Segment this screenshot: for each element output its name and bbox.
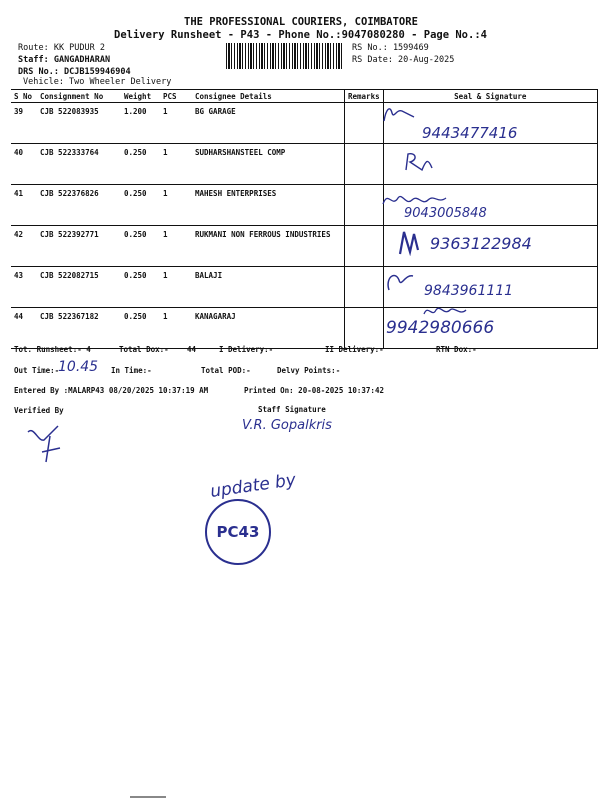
cell-consignment: CJB 522333764 [37,144,121,185]
stamp-text: PC43 [216,523,260,541]
cell-consignee: KANAGARAJ [192,308,345,349]
barcode [226,43,344,69]
table-row [11,185,598,226]
cell-remarks [345,144,384,185]
cell-weight: 0.250 [121,308,160,349]
verified-by-label: Verified By [14,406,64,415]
cell-consignment: CJB 522392771 [37,226,121,267]
pc43-stamp [205,499,271,565]
cell-weight: 0.250 [121,226,160,267]
i-delivery-label: I Delivery:- [219,345,274,354]
handwritten-phone-42: 9363122984 [430,234,532,253]
cell-consignment: CJB 522376826 [37,185,121,226]
rs-date: RS Date: 20-Aug-2025 [352,55,455,65]
handwritten-out-time: 10.45 [58,359,99,375]
cell-pcs: 1 [160,267,192,308]
page-bottom-mark [130,796,166,798]
cell-pcs: 1 [160,144,192,185]
ii-delivery-label: II Delivery:- [325,345,384,354]
table-row [11,308,598,349]
col-consignee: Consignee Details [192,90,345,103]
cell-weight: 0.250 [121,267,160,308]
cell-consignee: BALAJI [192,267,345,308]
out-time-label: Out Time:- [14,366,60,375]
cell-pcs: 1 [160,226,192,267]
table-row [11,144,598,185]
signature-39 [380,103,420,125]
cell-consignment: CJB 522082715 [37,267,121,308]
route-label: Route: KK PUDUR 2 [18,43,105,53]
drs-number: DRS No.: DCJB159946904 [18,67,131,77]
handwritten-phone-39: 9443477416 [422,124,518,142]
cell-sno: 43 [11,267,37,308]
cell-consignee: MAHESH ENTERPRISES [192,185,345,226]
staff-line [18,55,110,65]
cell-weight: 0.250 [121,144,160,185]
cell-remarks [345,308,384,349]
signature-40 [402,150,438,174]
cell-consignee: BG GARAGE [192,103,345,144]
col-remarks: Remarks [345,90,384,103]
company-title: THE PROFESSIONAL COURIERS, COIMBATORE [184,16,418,28]
rs-number: RS No.: 1599469 [352,43,429,53]
cell-pcs: 1 [160,185,192,226]
cell-pcs: 1 [160,103,192,144]
col-sno: S No [11,90,37,103]
total-dox-value: 44 [187,345,197,354]
total-pod-label: Total POD:- [201,366,251,375]
cell-consignee: SUDHARSHANSTEEL COMP [192,144,345,185]
total-dox-label: Total Dox:- [119,345,169,354]
handwritten-staff-signature: V.R. Gopalkris [242,418,332,433]
col-pcs: PCS [160,90,192,103]
cell-consignment: CJB 522083935 [37,103,121,144]
cell-remarks [345,267,384,308]
delvy-points-label: Delvy Points:- [277,366,341,375]
staff-label: Staff: [18,55,49,65]
cell-remarks [345,185,384,226]
rtn-dox-label: RTN Dox:- [436,345,477,354]
cell-sno: 44 [11,308,37,349]
tot-runsheet: Tot. Runsheet:- 4 [14,345,91,354]
cell-remarks [345,103,384,144]
handwritten-update-note: update by [209,470,298,502]
cell-weight: 1.200 [121,103,160,144]
cell-weight: 0.250 [121,185,160,226]
cell-sno: 42 [11,226,37,267]
verifier-signature [24,422,74,466]
signature-42 [396,228,422,256]
col-seal: Seal & Signature [383,90,597,103]
runsheet-subtitle: Delivery Runsheet - P43 - Phone No.:9047080280 - Page No.:4 [114,29,487,41]
col-consignment: Consignment No [37,90,121,103]
in-time-label: In Time:- [111,366,152,375]
cell-consignment: CJB 522367182 [37,308,121,349]
staff-signature-label: Staff Signature [258,405,326,414]
printed-on: Printed On: 20-08-2025 10:37:42 [244,386,384,395]
cell-remarks [345,226,384,267]
cell-sno: 40 [11,144,37,185]
table-header-row [11,90,598,103]
vehicle-label: Vehicle: Two Wheeler Delivery [23,77,172,87]
cell-pcs: 1 [160,308,192,349]
cell-sno: 39 [11,103,37,144]
signature-43 [383,268,417,294]
col-weight: Weight [121,90,160,103]
cell-sno: 41 [11,185,37,226]
handwritten-phone-43: 9843961111 [424,283,514,299]
handwritten-phone-41: 9043005848 [404,206,487,221]
cell-consignee: RUKMANI NON FERROUS INDUSTRIES [192,226,345,267]
handwritten-phone-44: 9942980666 [386,318,495,338]
entered-by: Entered By :MALARP43 08/20/2025 10:37:19 AM [14,386,209,395]
staff-value: GANGADHARAN [53,55,111,65]
